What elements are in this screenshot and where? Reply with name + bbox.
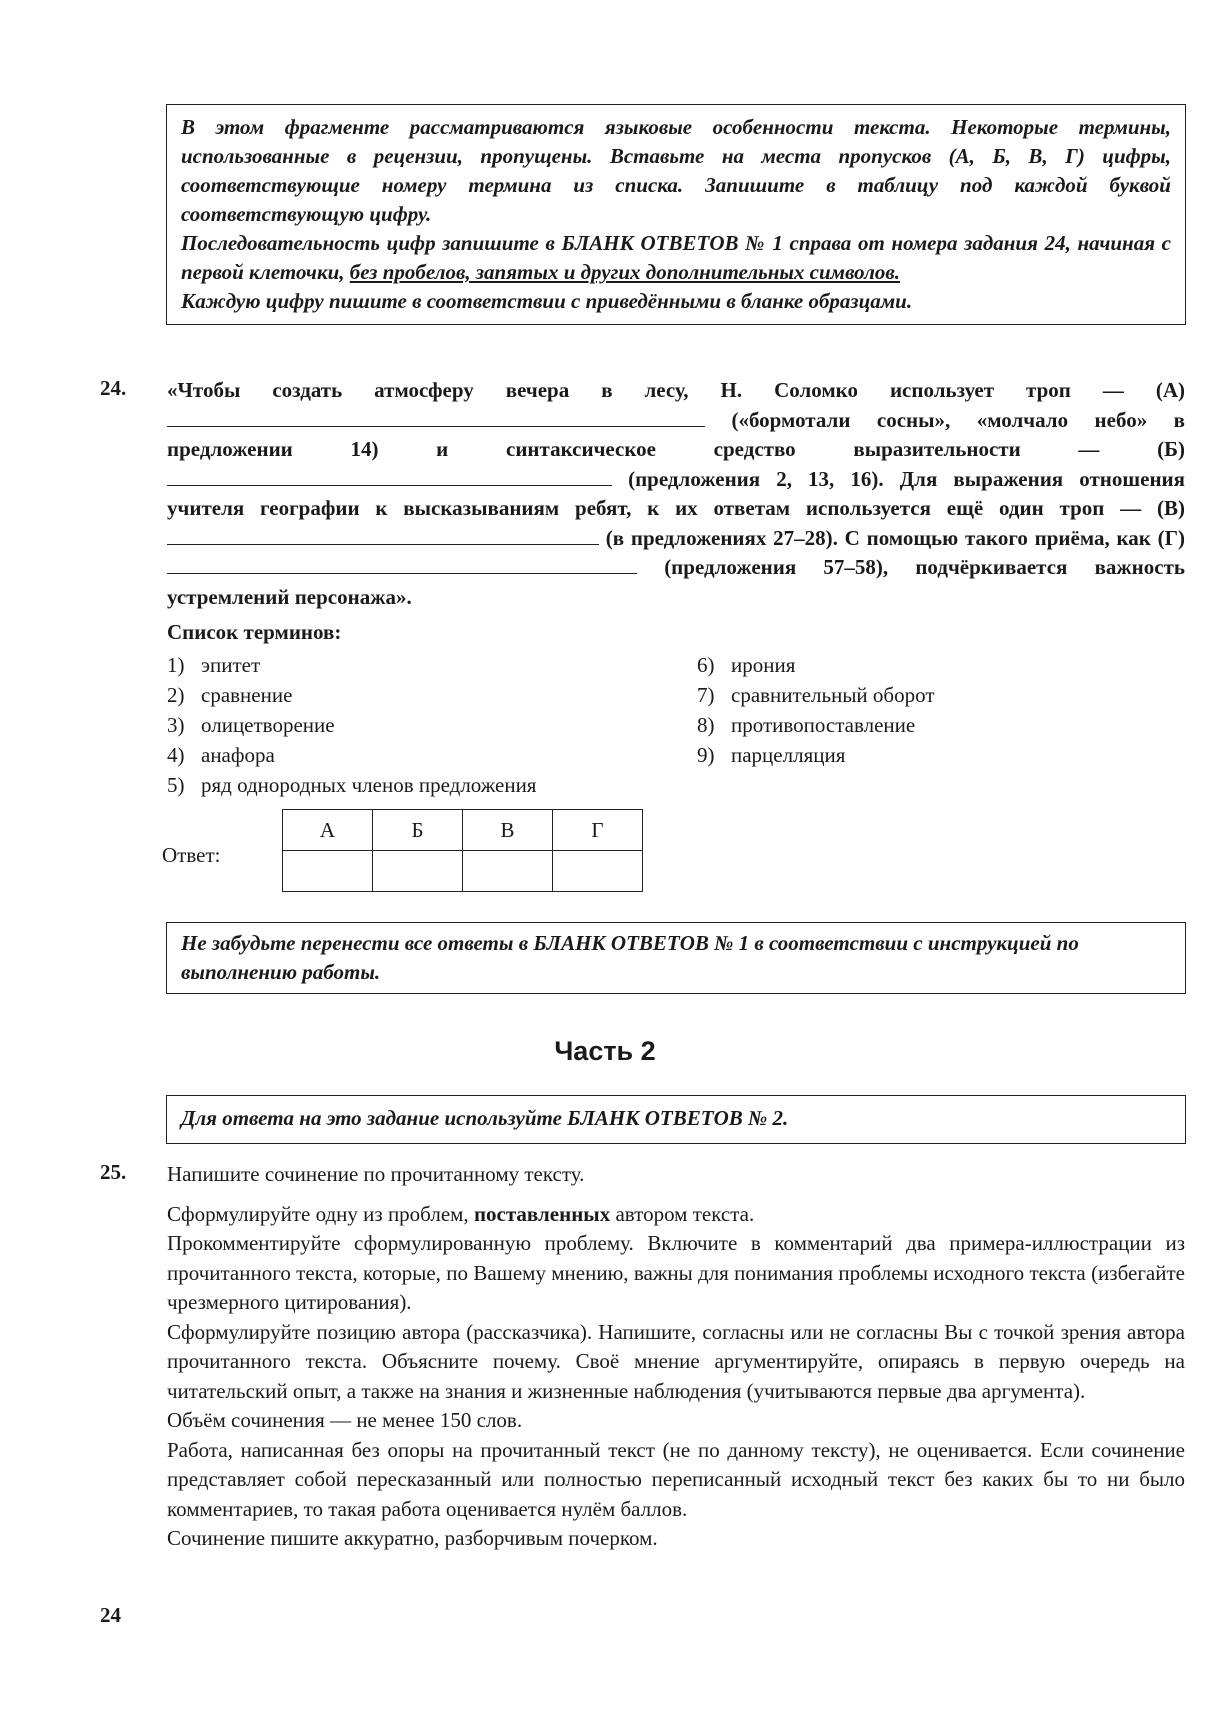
term-item: 2) сравнение (167, 683, 293, 707)
task-25-p2: Прокомментируйте сформулированную проблему. Включите в комментарий два примера-иллюстрации из прочитанного текста, которые, по Вашему мнению, важны для понимания проблемы исходного текста (избегайте чрезмерного цитирования). (167, 1231, 1185, 1314)
term-item: 5) ряд однородных членов предложения (167, 773, 537, 797)
task-25-number: 25. (100, 1160, 127, 1184)
blank-g[interactable] (167, 553, 637, 574)
term-item: 8) противопоставление (697, 713, 916, 737)
term-item: 4) анафора (167, 743, 275, 767)
task-25-p0: Напишите сочинение по прочитанному тексту. (167, 1162, 585, 1186)
reminder-box (166, 922, 1186, 994)
task-24-seg5: (предложения 57–58), подчёркивается важность устремлений персонажа». (167, 555, 1185, 609)
instruction-text-1: В этом фрагменте рассматриваются языковые особенности текста. Некоторые термины, использованные в рецензии, пропущены. Вставьте на места пропусков (А, Б, В, Г) цифры, соответствующие номеру термина из списка. Запишите в таблицу под каждой буквой соответствующую цифру. (181, 115, 1171, 226)
terms-title: Список терминов: (167, 620, 342, 644)
part-2-title: Часть 2 (554, 1036, 656, 1066)
instruction-text-2 (181, 229, 1171, 287)
terms-list-right (697, 650, 935, 770)
task-24-seg4: (в предложениях 27–28). С помощью такого приёма, как (Г) (605, 525, 1185, 550)
task-25-p6: Сочинение пишите аккуратно, разборчивым почерком. (167, 1526, 658, 1550)
instruction-box (166, 104, 1186, 325)
term-item: 3) олицетворение (167, 713, 335, 737)
instruction-text-2-underlined: без пробелов, запятых и других дополнительных символов. (349, 260, 901, 284)
answer-cell-b[interactable] (373, 851, 463, 892)
task-25-p5: Работа, написанная без опоры на прочитанный текст (не по данному тексту), не оценивается. Если сочинение представляет собой пересказанный или полностью переписанный исходный текст без каких бы то ни было комментариев, то такая работа оценивается нулём баллов. (167, 1437, 1185, 1521)
task-24-text (167, 376, 1185, 612)
blank-v[interactable] (167, 524, 599, 545)
answer-header-b: Б (373, 810, 463, 851)
instruction-text-2-start: Последовательность цифр запишите в БЛАНК ОТВЕТОВ № 1 справа от номера задания 24, начиная с первой клеточки, (181, 231, 1171, 284)
part-2-instruction-text: Для ответа на это задание используйте БЛАНК ОТВЕТОВ № 2. (181, 1106, 789, 1130)
part-2-instruction-box (166, 1095, 1186, 1144)
answer-table (282, 809, 643, 892)
answer-label: Ответ: (162, 843, 221, 867)
answer-cell-g[interactable] (553, 851, 643, 892)
term-item: 6) ирония (697, 653, 796, 677)
task-25-text (167, 1160, 1185, 1554)
blank-b[interactable] (167, 465, 612, 486)
task-24-seg2: («бормотали сосны», «молчало небо» в предложении 14) и синтаксическое средство выразительности — (Б) (167, 407, 1185, 461)
task-25-p4: Объём сочинения — не менее 150 слов. (167, 1408, 523, 1432)
task-24-seg3: (предложения 2, 13, 16). Для выражения отношения учителя географии к высказываниям ребят, к их ответам используется ещё один троп — (В) (167, 466, 1186, 520)
task-25-p3: Сформулируйте позицию автора (рассказчика). Напишите, согласны или не согласны Вы с точкой зрения автора прочитанного текста. Объясните почему. Своё мнение аргументируйте, опираясь в первую очередь на читательский опыт, а также на знания и жизненные наблюдения (учитываются первые два аргумента). (167, 1319, 1185, 1403)
task-25-p1: Сформулируйте одну из проблем, поставленных автором текста. (167, 1201, 755, 1226)
reminder-text: Не забудьте перенести все ответы в БЛАНК ОТВЕТОВ № 1 в соответствии с инструкцией по выполнению работы. (181, 931, 1079, 984)
instruction-text-3: Каждую цифру пишите в соответствии с приведёнными в бланке образцами. (181, 289, 913, 313)
answer-header-a: А (283, 810, 373, 851)
answer-header-g: Г (553, 810, 643, 851)
answer-cell-a[interactable] (283, 851, 373, 892)
answer-header-v: В (463, 810, 553, 851)
term-item: 7) сравнительный оборот (697, 683, 935, 707)
page-number: 24 (100, 1603, 121, 1627)
term-item: 1) эпитет (167, 653, 261, 677)
answer-cell-v[interactable] (463, 851, 553, 892)
blank-a[interactable] (167, 406, 705, 427)
task-24-number: 24. (100, 376, 127, 400)
task-24-seg1: «Чтобы создать атмосферу вечера в лесу, Н. Соломко использует троп — (А) (167, 378, 1185, 402)
term-item: 9) парцелляция (697, 743, 846, 767)
terms-list-left (167, 650, 536, 800)
